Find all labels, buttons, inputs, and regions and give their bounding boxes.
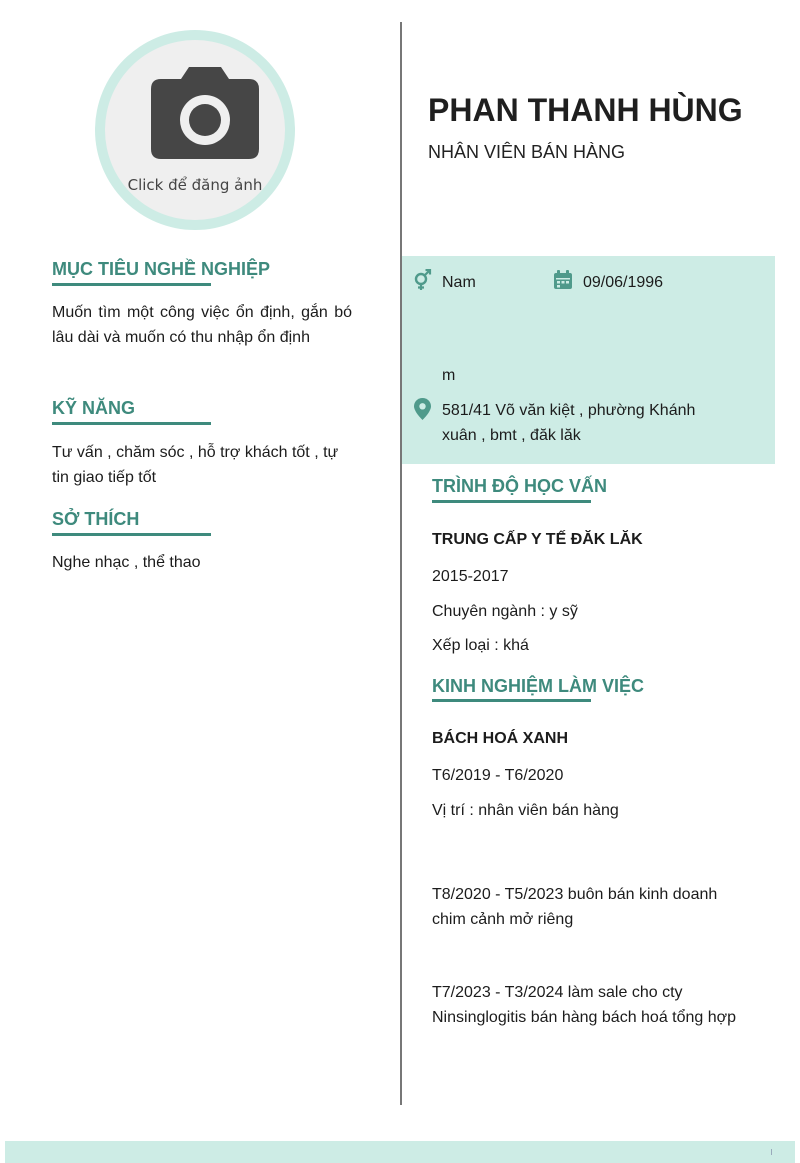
calendar-icon xyxy=(553,270,573,290)
address-line-1: 581/41 Võ văn kiệt , phường Khánh xyxy=(442,402,696,419)
skills-underline xyxy=(52,422,211,425)
skills-text: Tư vấn , chăm sóc , hỗ trợ khách tốt , tự tin giao tiếp tốt xyxy=(52,444,339,486)
education-underline xyxy=(432,500,591,503)
avatar-upload-area[interactable] xyxy=(105,40,285,220)
avatar-placeholder[interactable] xyxy=(95,30,295,230)
footer-bar xyxy=(5,1141,795,1163)
education-title: TRÌNH ĐỘ HỌC VẤN xyxy=(432,476,607,496)
birthdate-value: 09/06/1996 xyxy=(583,274,664,291)
hobbies-title: SỞ THÍCH xyxy=(52,509,140,529)
career-goal-text: Muốn tìm một công việc ổn định, gắn bó lâu dài và muốn có thu nhập ổn định xyxy=(52,304,352,346)
experience-entry-2: T8/2020 - T5/2023 buôn bán kinh doanh chim cảnh mở riêng xyxy=(432,886,718,928)
address-line-2: xuân , bmt , đăk lăk xyxy=(442,427,581,444)
career-goal-underline xyxy=(52,283,211,286)
contact-panel xyxy=(402,256,775,464)
education-major: Chuyên ngành : y sỹ xyxy=(432,603,578,620)
gender-icon xyxy=(412,269,434,291)
contact-extra: m xyxy=(442,367,456,384)
gender-value: Nam xyxy=(442,274,476,291)
experience-underline xyxy=(432,699,591,702)
experience-company: BÁCH HOÁ XANH xyxy=(432,730,568,747)
experience-entry-3: T7/2023 - T3/2024 làm sale cho cty Ninsinglogitis bán hàng bách hoá tổng hợp xyxy=(432,984,737,1026)
experience-position: Vị trí : nhân viên bán hàng xyxy=(432,802,619,819)
avatar-caption: Click để đăng ảnh xyxy=(127,176,263,194)
location-pin-icon xyxy=(414,398,431,420)
full-name: PHAN THANH HÙNG xyxy=(428,92,743,128)
career-goal-title: MỤC TIÊU NGHỀ NGHIỆP xyxy=(52,259,271,279)
skills-title: KỸ NĂNG xyxy=(52,398,136,418)
education-period: 2015-2017 xyxy=(432,568,509,585)
job-title: NHÂN VIÊN BÁN HÀNG xyxy=(428,142,626,162)
camera-icon xyxy=(151,67,259,159)
education-grade: Xếp loại : khá xyxy=(432,637,529,654)
experience-period: T6/2019 - T6/2020 xyxy=(432,767,564,784)
column-divider xyxy=(400,22,402,1105)
hobbies-underline xyxy=(52,533,211,536)
footer-mark xyxy=(771,1149,772,1155)
hobbies-text: Nghe nhạc , thể thao xyxy=(52,554,201,571)
education-school: TRUNG CẤP Y TẾ ĐĂK LĂK xyxy=(432,531,643,548)
experience-title: KINH NGHIỆM LÀM VIỆC xyxy=(432,676,645,696)
